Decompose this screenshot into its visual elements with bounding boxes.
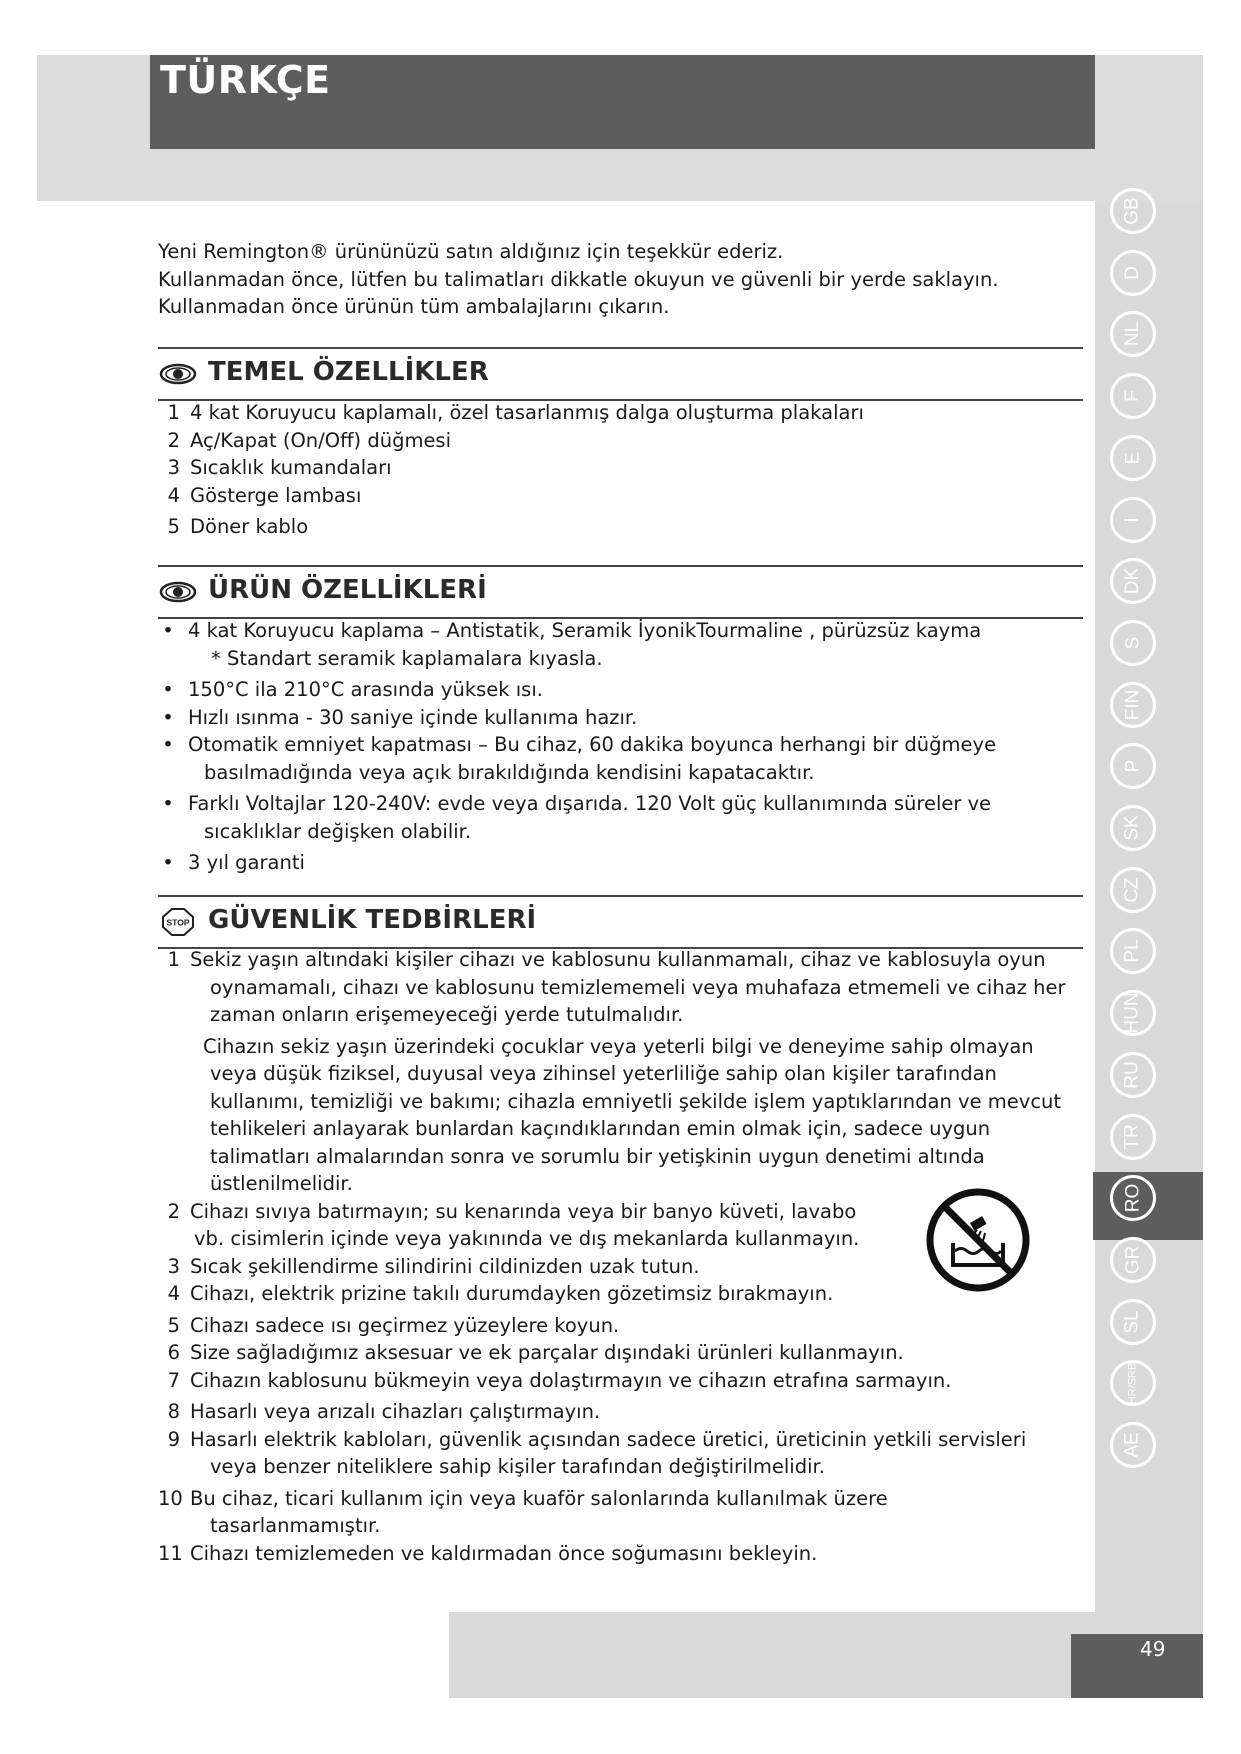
list-item-continuation: tasarlanmamıştır. <box>210 1514 381 1537</box>
section-title: GÜVENLİK TEDBİRLERİ <box>208 905 537 935</box>
language-tab-sl[interactable]: SL <box>1110 1299 1156 1345</box>
list-item: 1 4 kat Koruyucu kaplamalı, özel tasarlanmış dalga oluşturma plakaları <box>167 401 864 424</box>
list-item: 10 Bu cihaz, ticari kullanım için veya kuaför salonlarında kullanılmak üzere <box>158 1486 888 1510</box>
language-tab-sk[interactable]: SK <box>1110 805 1156 851</box>
eye-icon <box>158 359 198 389</box>
list-item-continuation: kullanımı, temizliği ve bakımı; cihazla emniyetli şekilde işlem yaptıklarından ve mevcut <box>210 1089 1062 1113</box>
list-item: 5 Cihazı sadece ısı geçirmez yüzeylere koyun. <box>167 1313 620 1337</box>
page-number-box <box>1071 1634 1203 1698</box>
stop-sign-label: STOP <box>166 917 190 928</box>
list-item-continuation: zaman onların erişemeyeceği yerde tutulmalıdır. <box>210 1003 684 1026</box>
intro-line: Yeni Remington® ürününüzü satın aldığınız için teşekkür ederiz. <box>158 240 784 263</box>
no-water-warning-icon <box>923 1185 1033 1295</box>
list-item-continuation: oynamamalı, cihazı ve kablosunu temizlememeli veya muhafaza etmemeli ve cihaz her <box>210 975 1066 999</box>
language-tab-gr[interactable]: GR <box>1110 1237 1156 1283</box>
features-list <box>158 399 1098 541</box>
language-tab-ae[interactable]: AE <box>1110 1422 1156 1468</box>
list-item-continuation: basılmadığında veya açık bırakıldığında kendisini kapatacaktır. <box>204 760 815 784</box>
list-item-continuation: * Standart seramik kaplamalara kıyasla. <box>211 646 603 670</box>
language-tab-f[interactable]: F <box>1110 373 1156 419</box>
language-tab-pl[interactable]: PL <box>1110 928 1156 974</box>
language-tab-dk[interactable]: DK <box>1110 558 1156 604</box>
list-item: 3 Sıcak şekillendirme silindirini cildinizden uzak tutun. <box>167 1254 700 1278</box>
list-item-continuation: veya benzer niteliklere sahip kişiler tarafından değiştirilmelidir. <box>210 1455 825 1478</box>
list-item: • Farklı Voltajlar 120-240V: evde veya dışarıda. 120 Volt güç kullanımında süreler ve <box>162 792 992 815</box>
stop-sign-icon <box>158 907 198 937</box>
section-title: ÜRÜN ÖZELLİKLERİ <box>208 575 487 605</box>
title-bar <box>150 55 1095 149</box>
language-tab-ru[interactable]: RU <box>1110 1052 1156 1098</box>
list-item: • Hızlı ısınma - 30 saniye içinde kullanıma hazır. <box>162 705 638 729</box>
section-guvenlik-header <box>158 895 1083 949</box>
language-tab-hr-srb[interactable]: HR/SRB <box>1110 1360 1156 1406</box>
list-item: 9 Hasarlı elektrik kabloları, güvenlik açısından sadece üretici, üreticinin yetkili servisleri <box>167 1427 1027 1451</box>
list-item: • Otomatik emniyet kapatması – Bu cihaz, 60 dakika boyunca herhangi bir düğmeye <box>162 733 997 756</box>
language-tab-p[interactable]: P <box>1110 743 1156 789</box>
page-title: TÜRKÇE <box>160 58 331 102</box>
list-item: 6 Size sağladığımız aksesuar ve ek parçalar dışındaki ürünleri kullanmayın. <box>167 1341 904 1364</box>
language-tab-tr[interactable]: TR <box>1110 1114 1156 1160</box>
list-item-continuation: vb. cisimlerin içinde veya yakınında ve dış mekanlarda kullanmayın. <box>194 1227 860 1250</box>
intro-line: Kullanmadan önce ürünün tüm ambalajlarını çıkarın. <box>158 295 670 318</box>
language-tab-i[interactable]: I <box>1110 497 1156 543</box>
list-item: 4 Gösterge lambası <box>167 483 362 507</box>
list-item: 2 Cihazı sıvıya batırmayın; su kenarında veya bir banyo küveti, lavabo <box>167 1199 857 1223</box>
list-item: 4 Cihazı, elektrik prizine takılı durumdayken gözetimsiz bırakmayın. <box>167 1282 834 1305</box>
language-tab-cz[interactable]: CZ <box>1110 867 1156 913</box>
product-features-list <box>158 617 1098 877</box>
language-tab-ro[interactable]: RO <box>1110 1175 1156 1221</box>
list-item: 11 Cihazı temizlemeden ve kaldırmadan önce soğumasını bekleyin. <box>158 1541 818 1565</box>
intro-text <box>158 238 1083 321</box>
list-item-continuation: veya düşük fiziksel, duyusal veya zihinsel yeterliliğe sahip olan kişiler tarafından <box>210 1062 997 1085</box>
list-item: • 4 kat Koruyucu kaplama – Antistatik, Seramik İyonikTourmaline , pürüzsüz kayma <box>162 619 982 642</box>
intro-line: Kullanmadan önce, lütfen bu talimatları dikkatle okuyun ve güvenli bir yerde saklayın. <box>158 267 999 291</box>
list-item: 5 Döner kablo <box>167 515 309 538</box>
language-tab-gb[interactable]: GB <box>1110 188 1156 234</box>
language-tab-e[interactable]: E <box>1110 435 1156 481</box>
language-tab-s[interactable]: S <box>1110 620 1156 666</box>
language-tab-fin[interactable]: FIN <box>1110 682 1156 728</box>
section-title: TEMEL ÖZELLİKLER <box>208 357 489 387</box>
language-sidebar <box>1095 201 1203 1626</box>
list-item: 1 Sekiz yaşın altındaki kişiler cihazı ve kablosunu kullanmamalı, cihaz ve kablosuyla oyun <box>167 948 1046 971</box>
list-item: 3 Sıcaklık kumandaları <box>167 456 392 479</box>
list-item-continuation: sıcaklıklar değişken olabilir. <box>204 819 472 843</box>
list-item: 8 Hasarlı veya arızalı cihazları çalıştırmayın. <box>167 1400 601 1423</box>
language-tab-d[interactable]: D <box>1110 250 1156 296</box>
language-tab-nl[interactable]: NL <box>1110 311 1156 357</box>
list-item: Cihazın sekiz yaşın üzerindeki çocuklar veya yeterli bilgi ve deneyime sahip olmayan <box>203 1034 1034 1058</box>
section-temel-header <box>158 347 1083 401</box>
list-item-continuation: tehlikeleri anlayarak bunlardan kaçındıklarından emin olmak için, sadece uygun <box>210 1117 991 1140</box>
list-item: • 3 yıl garanti <box>162 851 305 874</box>
list-item: • 150°C ila 210°C arasında yüksek ısı. <box>162 678 543 701</box>
language-tab-hun[interactable]: HUN <box>1110 990 1156 1036</box>
page-number: 49 <box>1140 1637 1166 1661</box>
list-item-continuation: talimatları almalarından sonra ve sorumlu bir yetişkinin uygun denetimi altında <box>210 1144 985 1168</box>
list-item: 7 Cihazın kablosunu bükmeyin veya dolaştırmayın ve cihazın etrafına sarmayın. <box>167 1368 952 1392</box>
list-item-continuation: üstlenilmelidir. <box>210 1172 353 1195</box>
list-item: 2 Aç/Kapat (On/Off) düğmesi <box>167 428 452 452</box>
section-urun-header <box>158 565 1083 619</box>
eye-icon <box>158 577 198 607</box>
